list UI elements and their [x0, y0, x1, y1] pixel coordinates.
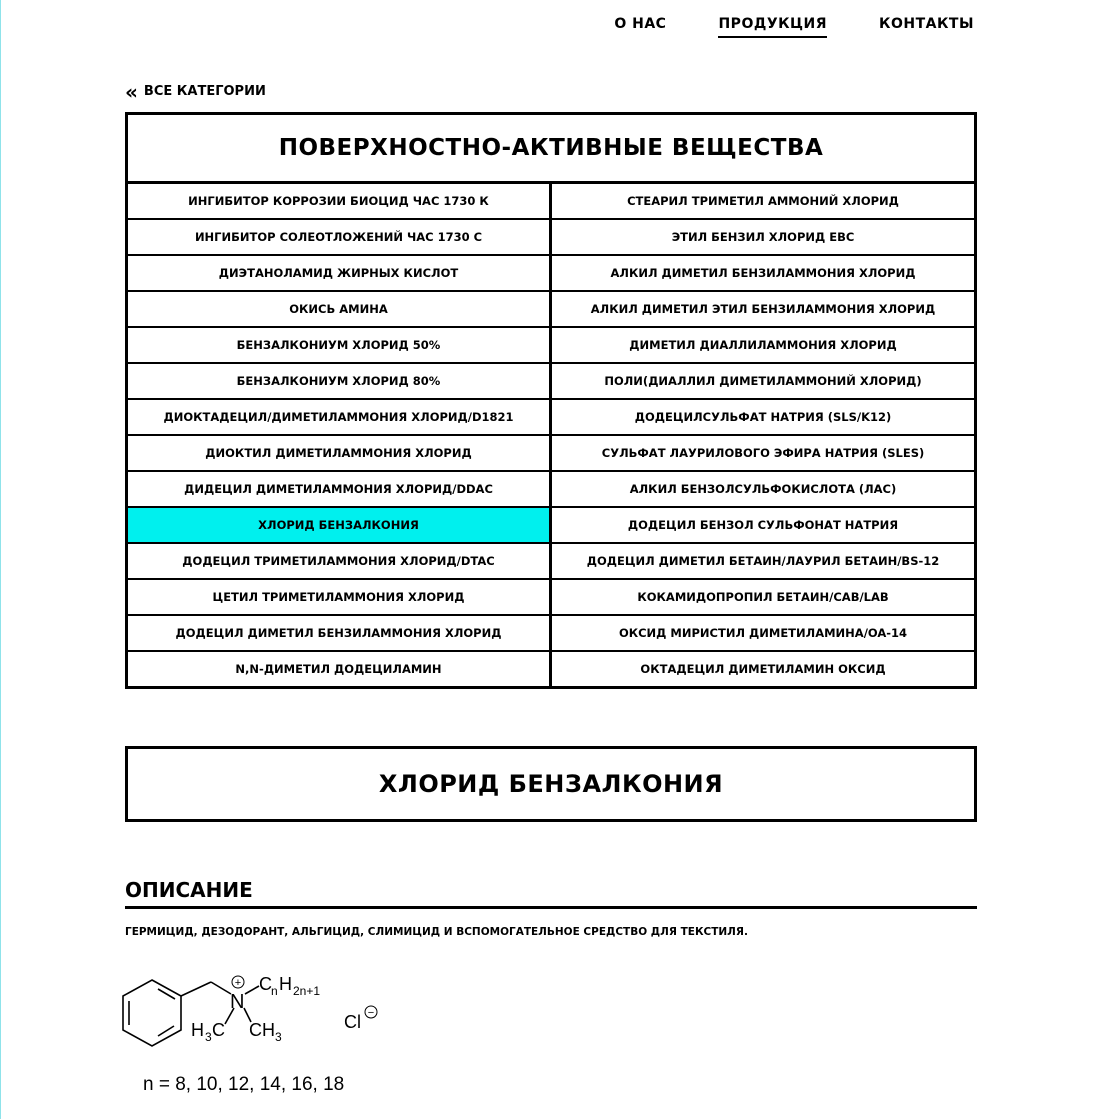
category-item-right[interactable]: ДОДЕЦИЛ БЕНЗОЛ СУЛЬФОНАТ НАТРИЯ — [552, 508, 974, 544]
category-table — [125, 112, 977, 689]
svg-text:N: N — [230, 991, 245, 1013]
benzene-ring — [123, 980, 181, 1046]
category-item-left[interactable]: ДИЭТАНОЛАМИД ЖИРНЫХ КИСЛОТ — [128, 256, 552, 292]
category-item-left[interactable]: ДОДЕЦИЛ ТРИМЕТИЛАММОНИЯ ХЛОРИД/DTAC — [128, 544, 552, 580]
category-item-left[interactable]: ИНГИБИТОР СОЛЕОТЛОЖЕНИЙ ЧАС 1730 С — [128, 220, 552, 256]
category-item-right[interactable]: АЛКИЛ БЕНЗОЛСУЛЬФОКИСЛОТА (ЛАС) — [552, 472, 974, 508]
category-item-left[interactable]: ОКИСЬ АМИНА — [128, 292, 552, 328]
svg-text:H: H — [191, 1020, 204, 1040]
formula-n-values: n = 8, 10, 12, 14, 16, 18 — [143, 1074, 345, 1095]
category-item-right[interactable]: АЛКИЛ ДИМЕТИЛ БЕНЗИЛАММОНИЯ ХЛОРИД — [552, 256, 974, 292]
category-item-right[interactable]: ДОДЕЦИЛСУЛЬФАТ НАТРИЯ (SLS/K12) — [552, 400, 974, 436]
category-item-right[interactable]: АЛКИЛ ДИМЕТИЛ ЭТИЛ БЕНЗИЛАММОНИЯ ХЛОРИД — [552, 292, 974, 328]
product-title: ХЛОРИД БЕНЗАЛКОНИЯ — [125, 746, 977, 822]
category-item-right[interactable]: ПОЛИ(ДИАЛЛИЛ ДИМЕТИЛАММОНИЙ ХЛОРИД) — [552, 364, 974, 400]
category-item-right[interactable]: СТЕАРИЛ ТРИМЕТИЛ АММОНИЙ ХЛОРИД — [552, 184, 974, 220]
category-item-right[interactable]: ДОДЕЦИЛ ДИМЕТИЛ БЕТАИН/ЛАУРИЛ БЕТАИН/BS-12 — [552, 544, 974, 580]
category-item-right[interactable]: ОКТАДЕЦИЛ ДИМЕТИЛАМИН ОКСИД — [640, 662, 886, 676]
category-item-right[interactable]: СУЛЬФАТ ЛАУРИЛОВОГО ЭФИРА НАТРИЯ (SLES) — [552, 436, 974, 472]
back-to-categories-link[interactable] — [125, 79, 266, 104]
svg-text:n: n — [271, 984, 278, 998]
category-title: ПОВЕРХНОСТНО-АКТИВНЫЕ ВЕЩЕСТВА — [128, 115, 974, 184]
category-item-left[interactable]: ДОДЕЦИЛ ДИМЕТИЛ БЕНЗИЛАММОНИЯ ХЛОРИД — [128, 616, 552, 652]
category-item-left[interactable]: ДИОКТИЛ ДИМЕТИЛАММОНИЯ ХЛОРИД — [128, 436, 552, 472]
svg-text:CH: CH — [249, 1020, 275, 1040]
svg-text:C: C — [259, 974, 272, 994]
description-text: ГЕРМИЦИД, ДЕЗОДОРАНТ, АЛЬГИЦИД, СЛИМИЦИД И ВСПОМОГАТЕЛЬНОЕ СРЕДСТВО ДЛЯ ТЕКСТИЛЯ. — [125, 926, 748, 938]
double-chevron-left-icon: « — [125, 79, 138, 104]
nav-link-1[interactable]: ПРОДУКЦИЯ — [718, 16, 827, 38]
category-item-left[interactable]: БЕНЗАЛКОНИУМ ХЛОРИД 50% — [128, 328, 552, 364]
top-nav — [614, 16, 974, 38]
category-grid — [128, 184, 974, 686]
category-item-right[interactable]: ДИМЕТИЛ ДИАЛЛИЛАММОНИЯ ХЛОРИД — [552, 328, 974, 364]
svg-text:C: C — [212, 1020, 225, 1040]
svg-text:−: − — [367, 1007, 375, 1019]
svg-text:2n+1: 2n+1 — [293, 984, 321, 998]
category-item-left[interactable]: ХЛОРИД БЕНЗАЛКОНИЯ — [128, 508, 552, 544]
svg-text:3: 3 — [205, 1030, 212, 1044]
nav-link-0[interactable]: О НАС — [614, 16, 667, 32]
category-item-right[interactable]: КОКАМИДОПРОПИЛ БЕТАИН/CAB/LAB — [552, 580, 974, 616]
svg-text:H: H — [279, 974, 292, 994]
category-item-right[interactable]: ЭТИЛ БЕНЗИЛ ХЛОРИД ЕВС — [552, 220, 974, 256]
category-item-left[interactable]: ДИДЕЦИЛ ДИМЕТИЛАММОНИЯ ХЛОРИД/DDAC — [128, 472, 552, 508]
category-item-left[interactable]: N,N-ДИМЕТИЛ ДОДЕЦИЛАМИН — [128, 652, 552, 686]
category-item-left[interactable]: БЕНЗАЛКОНИУМ ХЛОРИД 80% — [128, 364, 552, 400]
description-heading: ОПИСАНИЕ — [125, 878, 977, 909]
category-item-right[interactable]: ОКСИД МИРИСТИЛ ДИМЕТИЛАМИНА/OA-14 — [552, 616, 974, 652]
svg-text:Cl: Cl — [344, 1012, 361, 1032]
category-item-left[interactable]: ЦЕТИЛ ТРИМЕТИЛАММОНИЯ ХЛОРИД — [128, 580, 552, 616]
nav-link-2[interactable]: КОНТАКТЫ — [879, 16, 974, 32]
back-link-label: ВСЕ КАТЕГОРИИ — [143, 84, 266, 99]
svg-text:+: + — [234, 977, 242, 989]
category-item-left[interactable]: ИНГИБИТОР КОРРОЗИИ БИОЦИД ЧАС 1730 К — [128, 184, 552, 220]
structural-formula-image — [117, 966, 397, 1066]
svg-text:3: 3 — [275, 1030, 282, 1044]
category-item-left[interactable]: ДИОКТАДЕЦИЛ/ДИМЕТИЛАММОНИЯ ХЛОРИД/D1821 — [128, 400, 552, 436]
